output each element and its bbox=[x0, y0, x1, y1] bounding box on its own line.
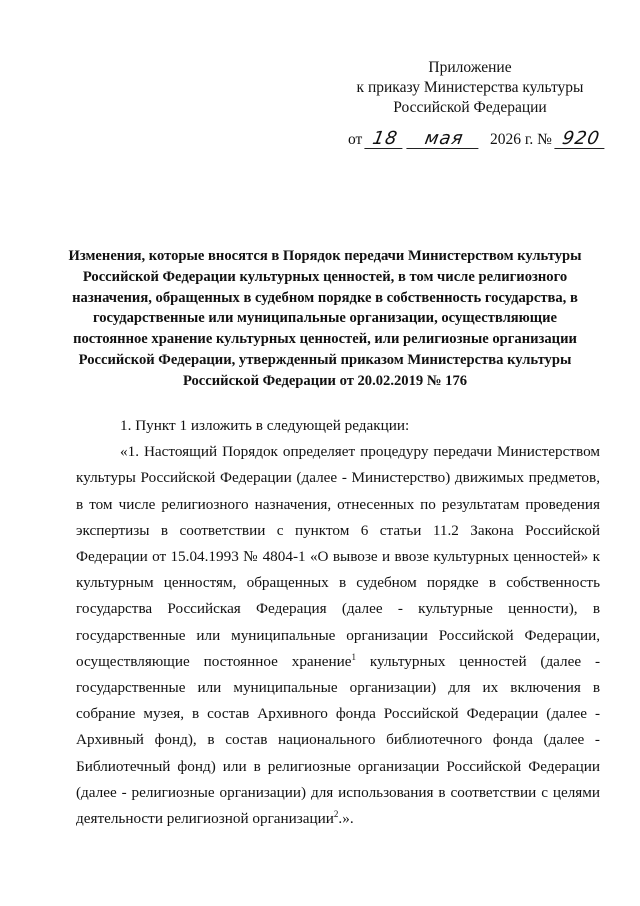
document-title: Изменения, которые вносятся в Порядок передачи Министерством культуры Российской Федерации культурных ценностей, в том числе религиозного назначения, обращенных в судебном порядке в собственность государства, в государственные или муниципальные организации, осуществляющие постоянное хранение культурных ценностей, или религиозные организации Российской Федерации, утвержденный приказом Министерства культуры Российской Федерации от 20.02.2019 № 176 bbox=[68, 248, 582, 389]
appendix-ministry: Российской Федерации bbox=[393, 99, 547, 116]
handwritten-month: мая bbox=[406, 130, 481, 149]
appendix-order-ref: к приказу Министерства культуры bbox=[356, 79, 584, 96]
appendix-header bbox=[340, 58, 600, 118]
handwritten-order-number: 920 bbox=[554, 130, 607, 149]
item-1-paragraph bbox=[76, 439, 600, 832]
document-body bbox=[76, 413, 600, 832]
appendix-label: Приложение bbox=[428, 59, 512, 76]
paragraph-text-part1: «1. Настоящий Порядок определяет процедуру передачи Министерством культуры Российской Федерации (далее - Министерство) движимых предметов, в том числе религиозного назначения, отнесенных по результатам проведения экспертизы в соответствии с пунктом 6 статьи 11.2 Закона Российской Федерации от 15.04.1993 № 4804-1 «О вывозе и ввозе культурных ценностей» к культурным ценностям, обращенных в судебном порядке в собственность государства Российская Федерация (далее - культурные ценности), в государственные или муниципальные организации Российской Федерации, осуществляющие постоянное хранение bbox=[76, 443, 600, 670]
order-date-line bbox=[348, 128, 602, 149]
paragraph-text-end: .». bbox=[338, 810, 354, 828]
item-1-heading: 1. Пункт 1 изложить в следующей редакции: bbox=[120, 417, 410, 434]
footnote-marker-1: 1 bbox=[351, 651, 357, 662]
handwritten-day: 18 bbox=[365, 130, 406, 149]
paragraph-text-part2: культурных ценностей (далее - государственные или муниципальные организации) для их включения в собрание музея, в состав Архивного фонда Российской Федерации (далее - Архивный фонд), в состав национального библиотечного фонда (далее - Библиотечный фонд) или в религиозные организации Российской Федерации (далее - религиозные организации) для использования в соответствии с целями деятельности религиозной организации bbox=[76, 652, 600, 828]
year-and-number-label: 2026 г. № bbox=[489, 131, 552, 148]
footnote-marker-2: 2 bbox=[333, 808, 339, 819]
date-prefix: от bbox=[348, 131, 363, 148]
